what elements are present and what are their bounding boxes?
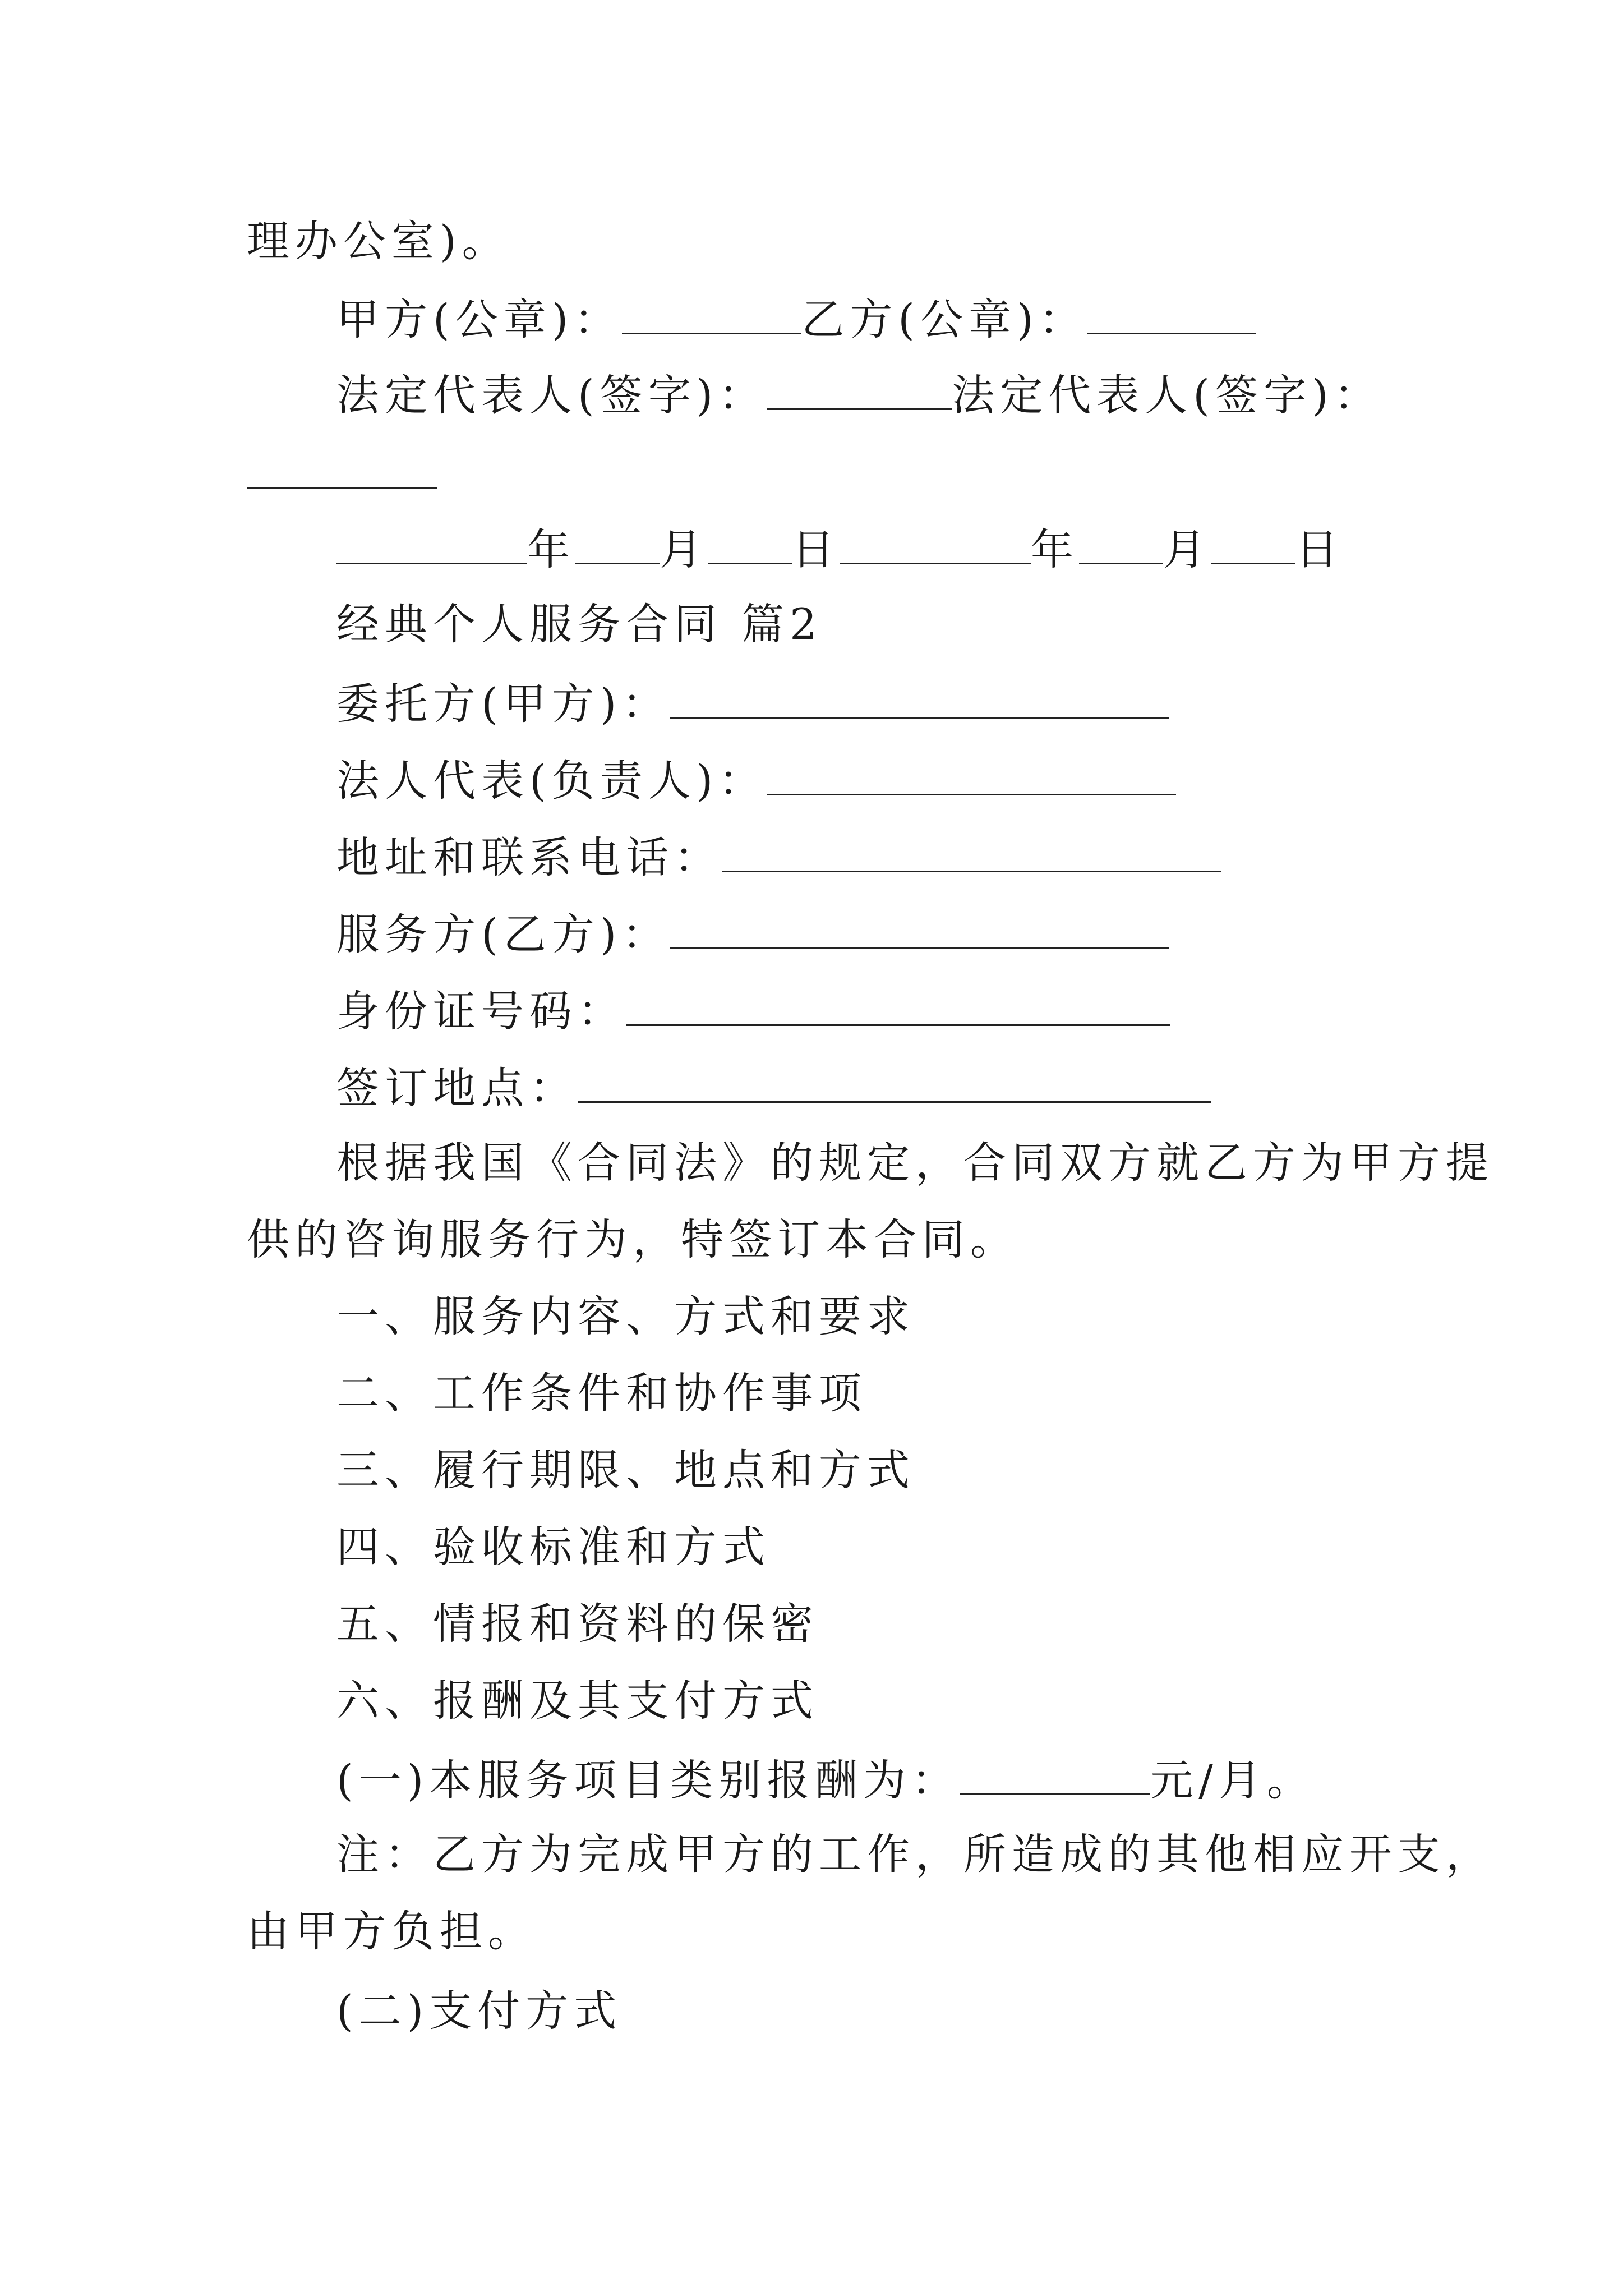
day-label: 日: [792, 524, 840, 574]
note-text: 注：乙方为完成甲方的工作，所造成的其他相应开支，: [336, 1829, 1494, 1879]
clause-text: 五、情报和资料的保密: [336, 1599, 819, 1649]
month-blank-a[interactable]: [575, 519, 660, 564]
clause-item: [336, 1365, 867, 1421]
payment-heading: [336, 1983, 622, 2039]
party-b-seal-label: 乙方(公章)：: [801, 295, 1087, 344]
payment-text: (二)支付方式: [336, 1986, 623, 2036]
clause-item: [336, 1673, 819, 1729]
party-a-seal-blank[interactable]: [622, 289, 801, 334]
party-b-rep-label: 法定代表人(签字)：: [952, 370, 1382, 420]
month-label: 月: [660, 524, 708, 574]
signature-line: [336, 365, 1382, 424]
note-text: 由甲方负担。: [247, 1906, 536, 1956]
text-line: [247, 213, 510, 269]
year-label: 年: [527, 524, 575, 574]
seal-line: [336, 289, 1256, 348]
clause-item: [336, 1442, 915, 1498]
day-blank-a[interactable]: [708, 519, 792, 564]
clause-item: [336, 1289, 915, 1345]
clause-text: 三、履行期限、地点和方式: [336, 1445, 915, 1495]
party-b-rep-blank[interactable]: [247, 443, 437, 489]
month-blank-b[interactable]: [1079, 519, 1163, 564]
clause-text: 六、报酬及其支付方式: [336, 1676, 819, 1726]
provider-label: 服务方(乙方)：: [336, 909, 671, 959]
paragraph-text: 供的咨询服务行为，特签订本合同。: [247, 1214, 1018, 1264]
client-blank[interactable]: [670, 673, 1169, 719]
year-label: 年: [1031, 524, 1079, 574]
section-heading: [336, 596, 823, 652]
heading-text: 经典个人服务合同 篇2: [336, 599, 823, 649]
sign-place-blank[interactable]: [578, 1057, 1211, 1103]
fee-unit: 元/月。: [1150, 1755, 1315, 1805]
line-text: 理办公室)。: [247, 216, 510, 266]
clause-text: 一、服务内容、方式和要求: [336, 1291, 915, 1341]
client-line: [336, 673, 1169, 732]
party-a-seal-label: 甲方(公章)：: [336, 295, 623, 344]
day-label: 日: [1295, 524, 1344, 574]
clause-text: 四、验收标准和方式: [336, 1522, 771, 1572]
client-label: 委托方(甲方)：: [336, 679, 671, 729]
party-a-rep-blank[interactable]: [767, 365, 952, 410]
party-b-seal-blank[interactable]: [1087, 289, 1256, 334]
paragraph-line: [247, 1212, 1018, 1268]
sign-place-line: [336, 1057, 1211, 1116]
id-line: [336, 981, 1170, 1039]
fee-label: (一)本服务项目类别报酬为：: [336, 1755, 960, 1805]
day-blank-b[interactable]: [1211, 519, 1295, 564]
party-a-rep-label: 法定代表人(签字)：: [336, 370, 767, 420]
id-label: 身份证号码：: [336, 986, 626, 1036]
legal-rep-blank[interactable]: [767, 750, 1176, 795]
legal-rep-label: 法人代表(负责人)：: [336, 756, 767, 806]
note-line: [336, 1826, 1494, 1883]
legal-rep-line: [336, 750, 1176, 809]
address-line: [336, 827, 1221, 886]
fee-line: [336, 1750, 1315, 1809]
provider-line: [336, 904, 1169, 963]
provider-blank[interactable]: [670, 904, 1169, 949]
clause-item: [336, 1596, 819, 1652]
date-line: [336, 519, 1344, 578]
address-blank[interactable]: [722, 827, 1221, 872]
signature-continuation: [247, 443, 437, 502]
paragraph-line: [336, 1135, 1494, 1191]
year-blank-b[interactable]: [840, 519, 1031, 564]
note-line: [247, 1903, 536, 1959]
sign-place-label: 签订地点：: [336, 1063, 578, 1113]
address-label: 地址和联系电话：: [336, 832, 722, 882]
month-label: 月: [1163, 524, 1211, 574]
year-blank-a[interactable]: [336, 519, 527, 564]
clause-item: [336, 1519, 771, 1575]
clause-text: 二、工作条件和协作事项: [336, 1368, 867, 1418]
fee-blank[interactable]: [960, 1750, 1150, 1795]
paragraph-text: 根据我国《合同法》的规定，合同双方就乙方为甲方提: [336, 1138, 1494, 1188]
id-blank[interactable]: [626, 981, 1170, 1026]
